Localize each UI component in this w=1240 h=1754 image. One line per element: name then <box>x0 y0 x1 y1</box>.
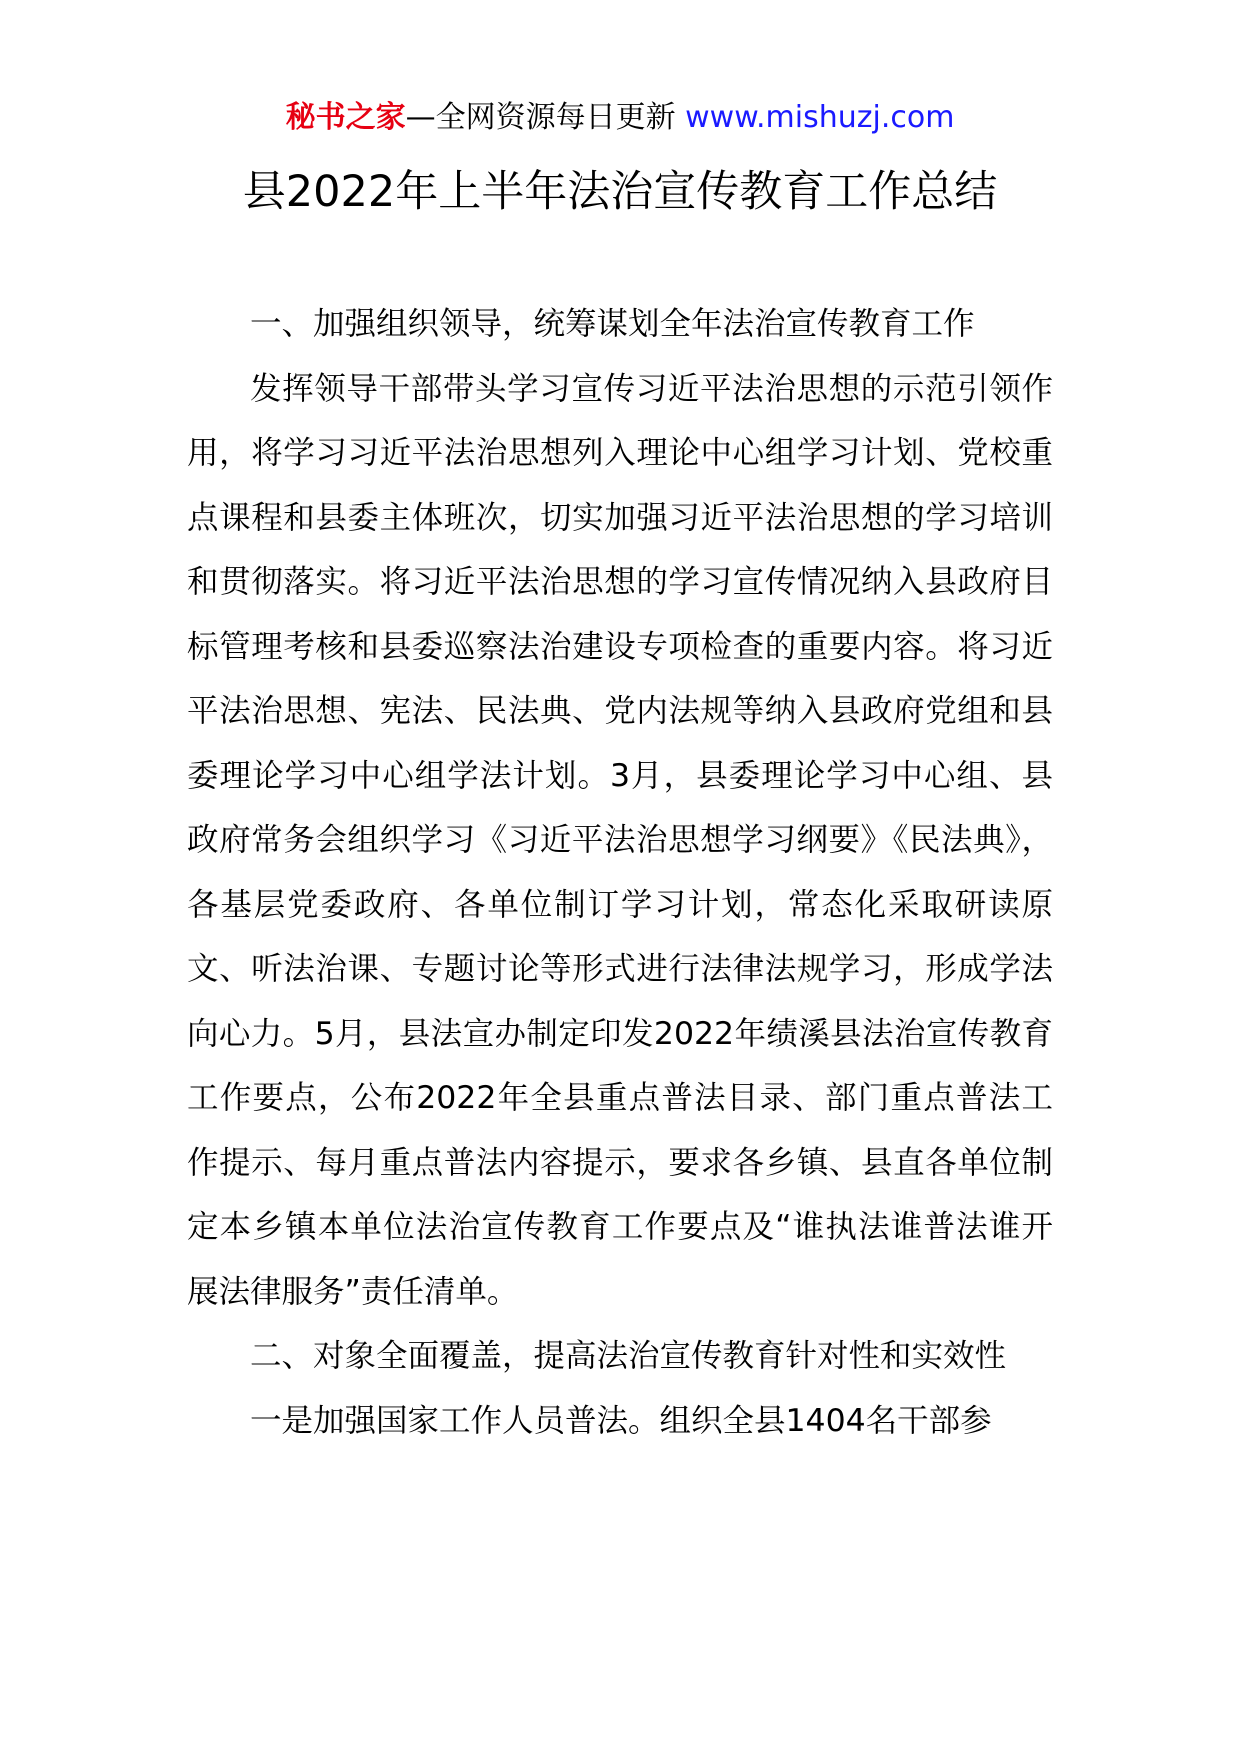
section-heading-1: 一、加强组织领导，统筹谋划全年法治宣传教育工作 <box>250 306 975 342</box>
body-paragraph-2: 一是加强国家工作人员普法。组织全县1404名干部参 <box>250 1402 992 1439</box>
body-paragraph-1: 发挥领导干部带头学习宣传习近平法治思想的示范引领作用，将学习习近平法治思想列入理论中心组学习计划、党校重点课程和县委主体班次，切实加强习近平法治思想的学习培训和贯彻落实。将习近平法治思想的学习宣传情况纳入县政府目标管理考核和县委巡察法治建设专项检查的重要内容。将习近平法治思想、宪法、民法典、党内法规等纳入县政府党组和县委理论学习中心组学法计划。3月，县委理论学习中心组、县政府常务会组织学习《习近平法治思想学习纲要》《民法典》，各基层党委政府、各单位制订学习计划，常态化采取研读原文、听法治课、专题讨论等形式进行法律法规学习，形成学法向心力。5月，县法宣办制定印发2022年绩溪县法治宣传教育工作要点，公布2022年全县重点普法目录、部门重点普法工作提示、每月重点普法内容提示，要求各乡镇、县直各单位制定本乡镇本单位法治宣传教育工作要点及“谁执法谁普法谁开展法律服务”责任清单。 <box>187 370 1053 1310</box>
site-url-link[interactable]: www.mishuzj.com <box>685 100 955 135</box>
document-body <box>187 292 1053 1453</box>
header-tagline: —全网资源每日更新 <box>405 100 686 135</box>
section-heading-2: 二、对象全面覆盖，提高法治宣传教育针对性和实效性 <box>250 1338 1007 1374</box>
brand-name: 秘书之家 <box>285 100 406 135</box>
document-title: 县2022年上半年法治宣传教育工作总结 <box>242 167 998 217</box>
watermark-header <box>0 98 1240 138</box>
